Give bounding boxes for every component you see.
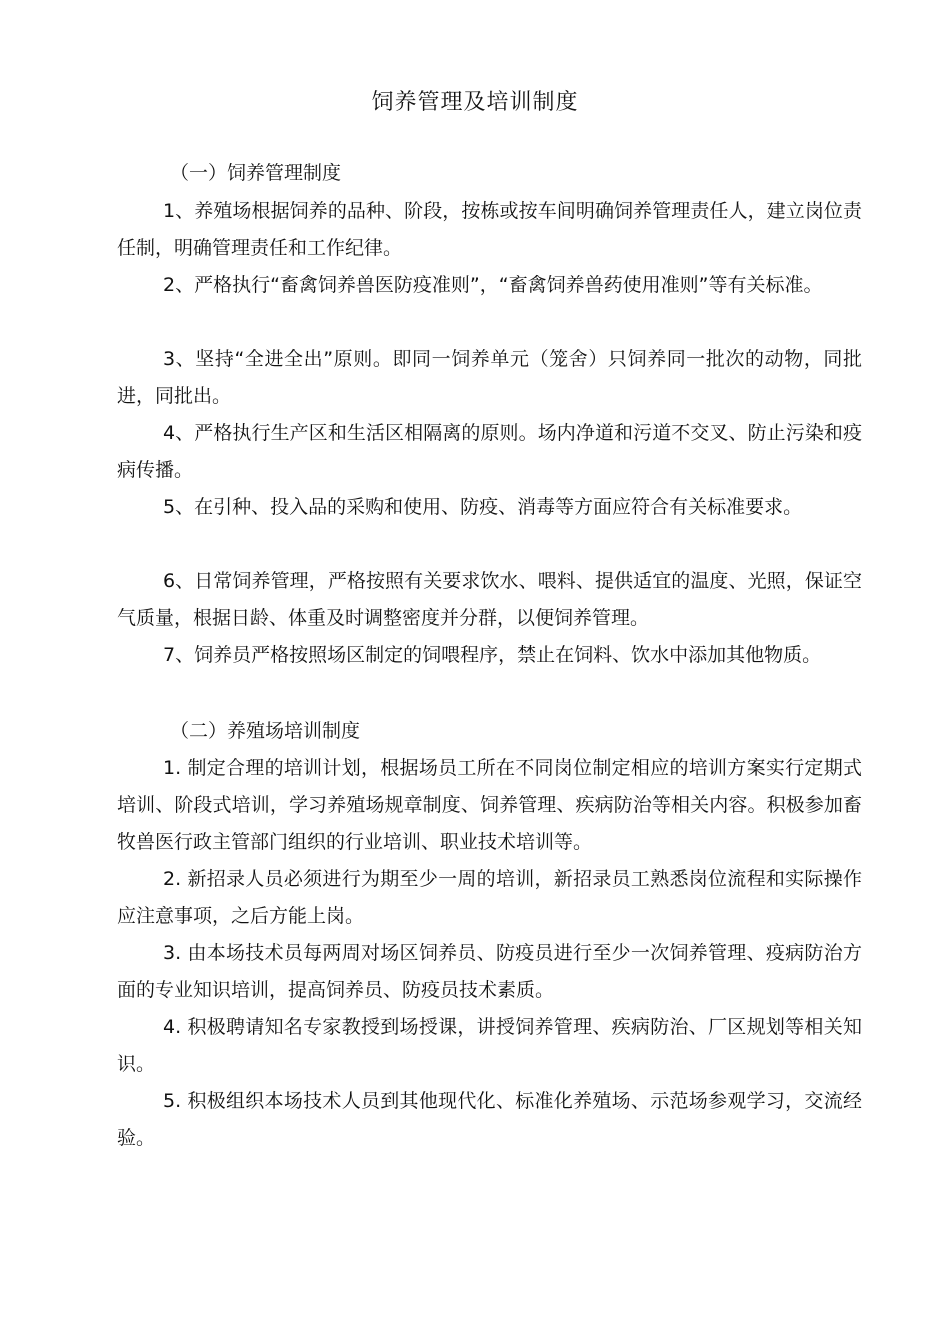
section-heading-feeding-management: （一）饲养管理制度 bbox=[170, 162, 342, 184]
section-heading-training: （二）养殖场培训制度 bbox=[170, 720, 361, 742]
feeding-rule-7: 7、饲养员严格按照场区制定的饲喂程序，禁止在饲料、饮水中添加其他物质。 bbox=[163, 644, 822, 666]
training-rule-5: 5. 积极组织本场技术人员到其他现代化、标准化养殖场、示范场参观学习，交流经验。 bbox=[117, 1090, 862, 1149]
feeding-rule-3: 3、坚持“全进全出”原则。即同一饲养单元（笼舍）只饲养同一批次的动物，同批进，同批出。 bbox=[117, 348, 862, 407]
feeding-rule-1: 1、养殖场根据饲养的品种、阶段，按栋或按车间明确饲养管理责任人，建立岗位责任制，明确管理责任和工作纪律。 bbox=[117, 200, 862, 259]
feeding-rule-6: 6、日常饲养管理，严格按照有关要求饮水、喂料、提供适宜的温度、光照，保证空气质量，根据日龄、体重及时调整密度并分群，以便饲养管理。 bbox=[117, 570, 862, 629]
training-rule-3: 3. 由本场技术员每两周对场区饲养员、防疫员进行至少一次饲养管理、疫病防治方面的专业知识培训，提高饲养员、防疫员技术素质。 bbox=[117, 942, 862, 1001]
training-rule-2: 2. 新招录人员必须进行为期至少一周的培训，新招录员工熟悉岗位流程和实际操作应注意事项，之后方能上岗。 bbox=[117, 868, 862, 927]
training-rule-1: 1. 制定合理的培训计划，根据场员工所在不同岗位制定相应的培训方案实行定期式培训、阶段式培训，学习养殖场规章制度、饲养管理、疾病防治等相关内容。积极参加畜牧兽医行政主管部门组织的行业培训、职业技术培训等。 bbox=[117, 757, 862, 853]
feeding-rule-4: 4、严格执行生产区和生活区相隔离的原则。场内净道和污道不交叉、防止污染和疫病传播。 bbox=[117, 422, 862, 481]
training-rule-4: 4. 积极聘请知名专家教授到场授课，讲授饲养管理、疾病防治、厂区规划等相关知识。 bbox=[117, 1016, 862, 1075]
feeding-rule-5: 5、在引种、投入品的采购和使用、防疫、消毒等方面应符合有关标准要求。 bbox=[163, 496, 803, 518]
document-title: 饲养管理及培训制度 bbox=[371, 90, 579, 115]
feeding-rule-2: 2、严格执行“畜禽饲养兽医防疫准则”，“畜禽饲养兽药使用准则”等有关标准。 bbox=[163, 274, 823, 296]
